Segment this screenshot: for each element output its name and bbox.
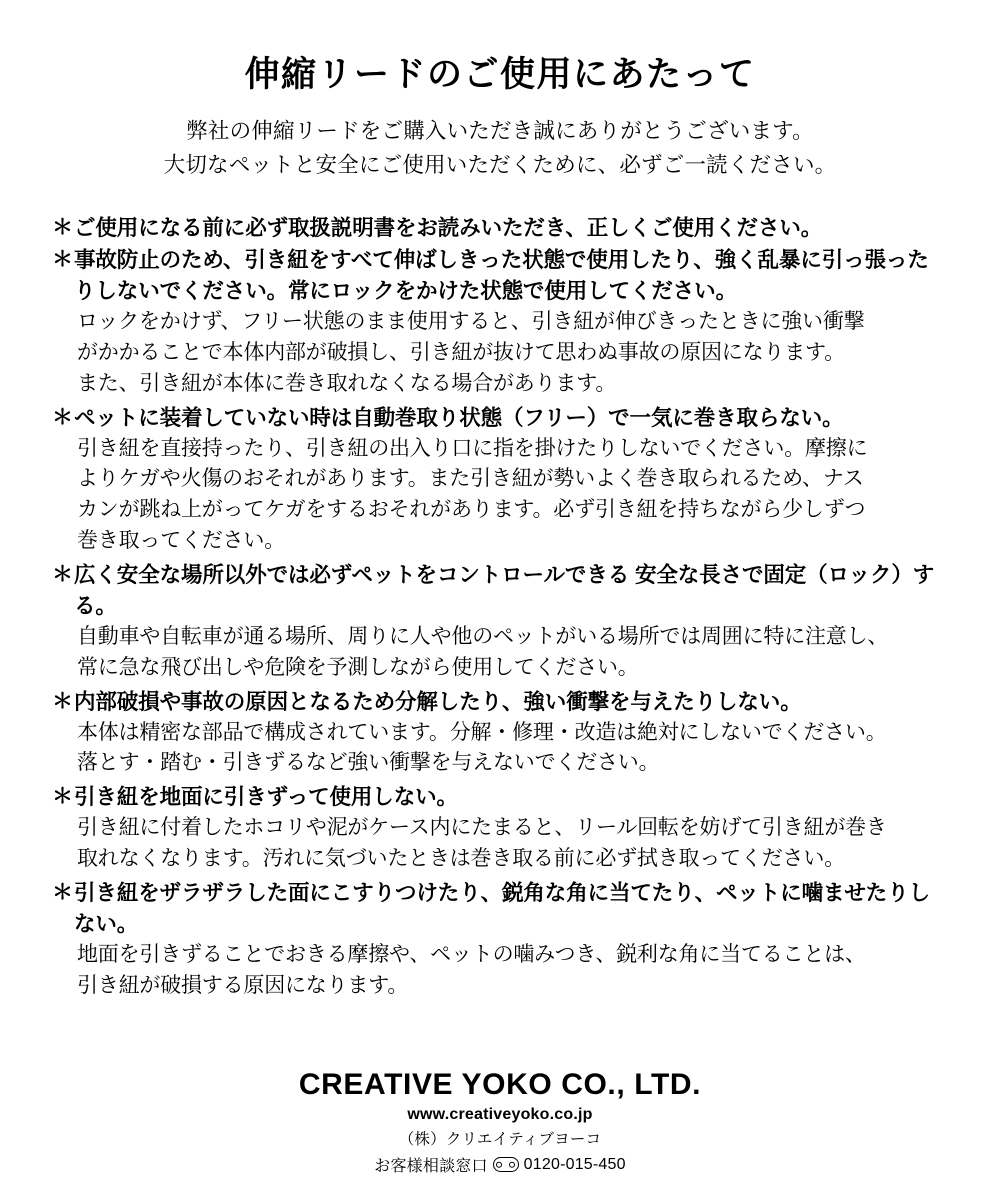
bullet-star-icon: ＊ bbox=[52, 785, 73, 809]
section-body-line: 落とす・踏む・引きずるなど強い衝撃を与えないでください。 bbox=[77, 751, 660, 775]
warning-sections bbox=[52, 213, 948, 1001]
section-body-line: 本体は精密な部品で構成されています。分解・修理・改造は絶対にしないでください。 bbox=[77, 720, 887, 744]
section-body bbox=[52, 718, 948, 780]
company-legal-name: （株）クリエイティブヨーコ bbox=[398, 1131, 602, 1148]
bullet-star-icon: ＊ bbox=[52, 248, 73, 272]
section-body-line: 引き紐が破損する原因になります。 bbox=[77, 973, 409, 997]
company-website[interactable]: www.creativeyoko.co.jp bbox=[407, 1106, 593, 1123]
section-body-line: 巻き取ってください。 bbox=[77, 529, 285, 553]
company-name: CREATIVE YOKO CO., LTD. bbox=[298, 1068, 702, 1101]
warning-section bbox=[52, 687, 948, 780]
section-heading bbox=[52, 213, 948, 244]
section-body bbox=[52, 434, 948, 557]
bullet-star-icon: ＊ bbox=[52, 216, 73, 240]
warning-section bbox=[52, 782, 948, 875]
section-heading bbox=[52, 245, 948, 307]
section-heading bbox=[52, 403, 948, 434]
section-body-line: よりケガや火傷のおそれがあります。また引き紐が勢いよく巻き取られるため、ナス bbox=[77, 467, 864, 491]
section-heading-text: 事故防止のため、引き紐をすべて伸ばしきった状態で使用したり、強く乱暴に引っ張ったりしないでください。常にロックをかけた状態で使用してください。 bbox=[74, 248, 929, 304]
section-body-line: また、引き紐が本体に巻き取れなくなる場合があります。 bbox=[77, 371, 617, 395]
section-heading bbox=[52, 878, 948, 940]
warning-section bbox=[52, 403, 948, 557]
contact-phone: 0120-015-450 bbox=[523, 1155, 626, 1173]
section-heading-text: 広く安全な場所以外では必ずペットをコントロールできる 安全な長さで固定（ロック）する。 bbox=[74, 562, 935, 618]
bullet-star-icon: ＊ bbox=[52, 689, 73, 713]
page-title: 伸縮リードのご使用にあたって bbox=[244, 55, 756, 94]
lead-line-2: 大切なペットと安全にご使用いただくために、必ずご一読ください。 bbox=[163, 153, 837, 178]
section-heading-text: 内部破損や事故の原因となるため分解したり、強い衝撃を与えたりしない。 bbox=[74, 689, 802, 714]
section-heading-text: ご使用になる前に必ず取扱説明書をお読みいただき、正しくご使用ください。 bbox=[74, 216, 823, 241]
bullet-star-icon: ＊ bbox=[52, 562, 73, 586]
lead-paragraph bbox=[52, 114, 948, 184]
section-body-line: 引き紐を直接持ったり、引き紐の出入り口に指を掛けたりしないでください。摩擦に bbox=[77, 436, 868, 460]
section-body bbox=[52, 307, 948, 400]
section-body bbox=[52, 813, 948, 875]
warning-section bbox=[52, 213, 948, 244]
section-heading-text: ペットに装着していない時は自動巻取り状態（フリー）で一気に巻き取らない。 bbox=[74, 405, 844, 430]
section-heading bbox=[52, 782, 948, 813]
section-body bbox=[52, 622, 948, 684]
warning-section bbox=[52, 560, 948, 684]
contact-label: お客様相談窓口 bbox=[374, 1158, 488, 1175]
section-heading-text: 引き紐をザラザラした面にこすりつけたり、鋭角な角に当てたり、ペットに噛ませたりしない。 bbox=[74, 880, 931, 936]
warning-section bbox=[52, 878, 948, 1002]
section-heading-text: 引き紐を地面に引きずって使用しない。 bbox=[74, 785, 458, 810]
footer bbox=[0, 1068, 1000, 1176]
lead-line-1: 弊社の伸縮リードをご購入いただき誠にありがとうございます。 bbox=[186, 118, 814, 143]
section-body bbox=[52, 940, 948, 1002]
section-body-line: カンが跳ね上がってケガをするおそれがあります。必ず引き紐を持ちながら少しずつ bbox=[77, 498, 866, 522]
free-dial-icon bbox=[493, 1157, 519, 1172]
customer-contact bbox=[0, 1153, 1000, 1176]
bullet-star-icon: ＊ bbox=[52, 880, 73, 904]
section-body-line: 自動車や自転車が通る場所、周りに人や他のペットがいる場所では周囲に特に注意し、 bbox=[77, 624, 889, 648]
section-heading bbox=[52, 560, 948, 622]
section-body-line: 引き紐に付着したホコリや泥がケース内にたまると、リール回転を妨げて引き紐が巻き bbox=[77, 816, 887, 840]
section-body-line: 常に急な飛び出しや危険を予測しながら使用してください。 bbox=[77, 655, 639, 679]
section-body-line: 取れなくなります。汚れに気づいたときは巻き取る前に必ず拭き取ってください。 bbox=[77, 847, 845, 871]
section-heading bbox=[52, 687, 948, 718]
bullet-star-icon: ＊ bbox=[52, 405, 73, 429]
section-body-line: がかかることで本体内部が破損し、引き紐が抜けて思わぬ事故の原因になります。 bbox=[77, 340, 845, 364]
warning-section bbox=[52, 245, 948, 399]
section-body-line: 地面を引きずることでおきる摩擦や、ペットの噛みつき、鋭利な角に当てることは、 bbox=[77, 942, 866, 966]
section-body-line: ロックをかけず、フリー状態のまま使用すると、引き紐が伸びきったときに強い衝撃 bbox=[77, 310, 865, 334]
